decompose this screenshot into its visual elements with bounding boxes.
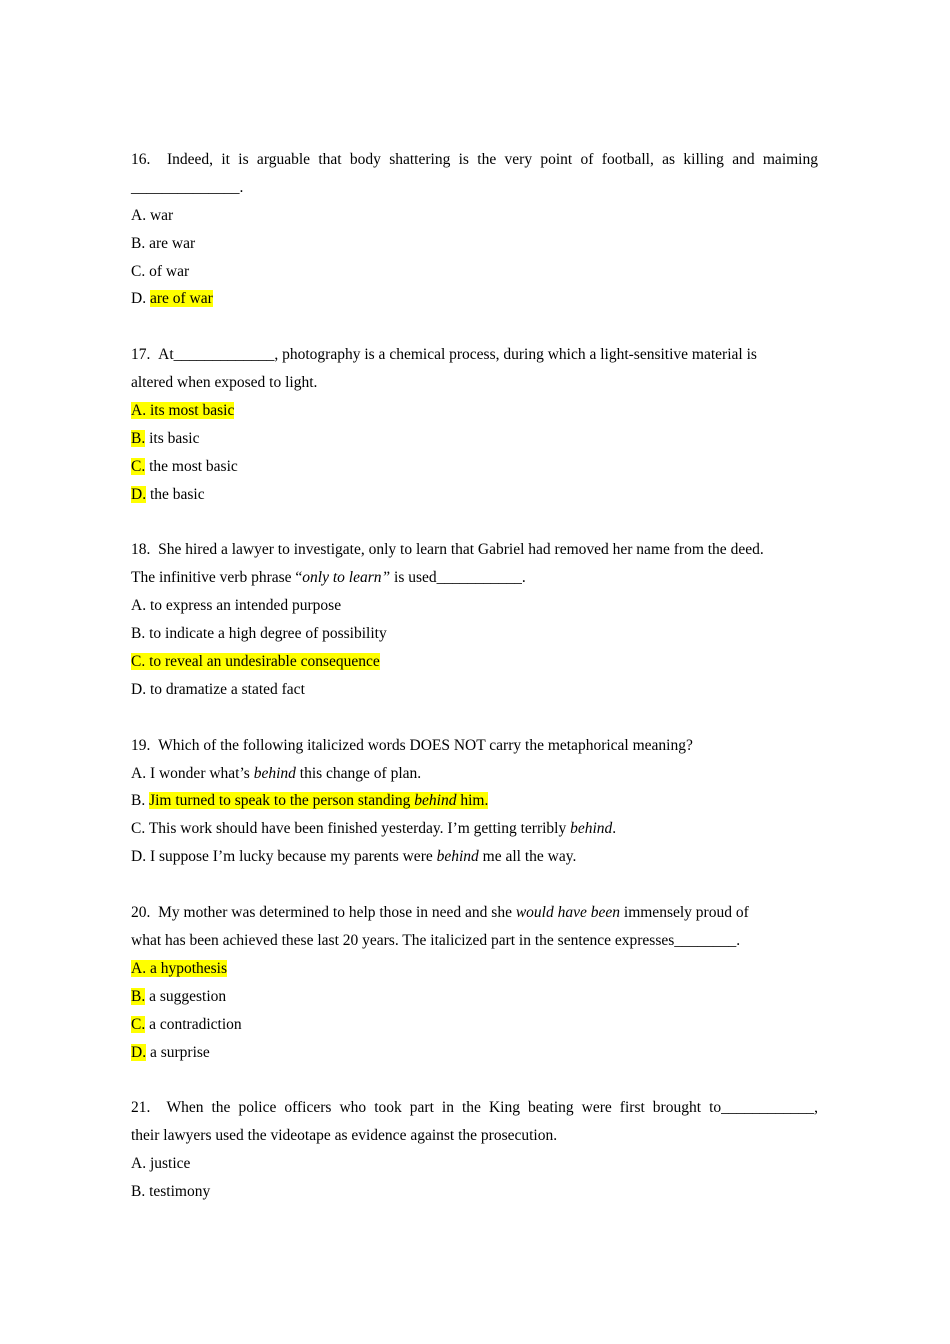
option-c: C. This work should have been finished yesterday. I’m getting terribly behind. (131, 820, 617, 838)
option-b: B. its basic (131, 429, 200, 447)
question-stem: 18. She hired a lawyer to investigate, only to learn that Gabriel had removed her name from the deed. (131, 541, 764, 559)
question-stem-continued: what has been achieved these last 20 years. The italicized part in the sentence expresses________. (131, 931, 741, 949)
option-a: A. justice (131, 1155, 191, 1173)
answer-blank: _____________ (173, 346, 275, 364)
question-stem-continued: their lawyers used the videotape as evidence against the prosecution. (131, 1127, 558, 1145)
highlighted-answer: Jim turned to speak to the person standing behind him. (149, 792, 489, 810)
highlighted-answer: are of war (149, 290, 213, 308)
option-b: B. a suggestion (131, 987, 227, 1005)
question-stem-continued: The infinitive verb phrase “only to learn” is used___________. (131, 569, 526, 587)
option-b: B. Jim turned to speak to the person standing behind him. (131, 792, 489, 810)
option-d: D. I suppose I’m lucky because my parents were behind me all the way. (131, 848, 577, 866)
answer-blank: ____________ (721, 1099, 815, 1117)
question-stem: 19. Which of the following italicized words DOES NOT carry the metaphorical meaning? (131, 736, 693, 754)
option-c: C. a contradiction (131, 1015, 242, 1033)
question-19 (131, 732, 818, 871)
document-page (131, 146, 818, 1206)
option-c: C. the most basic (131, 457, 238, 475)
option-a (131, 397, 818, 425)
question-stem-continued: ______________. (131, 178, 244, 196)
question-18 (131, 536, 818, 703)
option-b: B. testimony (131, 1182, 211, 1200)
option-d: D. to dramatize a stated fact (131, 680, 305, 698)
option-a: A. war (131, 206, 174, 224)
question-16 (131, 146, 818, 313)
answer-blank: ______________ (131, 178, 240, 196)
highlighted-answer: A. its most basic (131, 402, 235, 420)
question-stem: 21. When the police officers who took part in the King beating were first brought to____________, (131, 1099, 818, 1117)
highlighted-answer: C. to reveal an undesirable consequence (131, 653, 380, 671)
question-stem-continued: altered when exposed to light. (131, 374, 318, 392)
question-stem: 16. Indeed, it is arguable that body shattering is the very point of football, as killing and maiming (131, 151, 818, 168)
option-d: D. a surprise (131, 1043, 210, 1061)
option-b: B. to indicate a high degree of possibility (131, 625, 387, 643)
option-b: B. are war (131, 234, 196, 252)
option-c: C. of war (131, 262, 190, 280)
option-d: D. the basic (131, 485, 205, 503)
option-a (131, 955, 818, 983)
option-a: A. to express an intended purpose (131, 597, 342, 615)
question-stem: 20. My mother was determined to help those in need and she would have been immensely proud of (131, 904, 749, 922)
question-20 (131, 899, 818, 1066)
option-a: A. I wonder what’s behind this change of plan. (131, 764, 422, 782)
answer-blank: ___________ (436, 569, 522, 587)
highlighted-answer: A. a hypothesis (131, 959, 228, 977)
option-c (131, 648, 818, 676)
option-d: D. are of war (131, 290, 213, 308)
answer-blank: ________ (674, 931, 737, 949)
question-stem: 17. At_____________, photography is a chemical process, during which a light-sensitive material is (131, 346, 757, 364)
question-17 (131, 341, 818, 508)
question-21 (131, 1094, 818, 1206)
